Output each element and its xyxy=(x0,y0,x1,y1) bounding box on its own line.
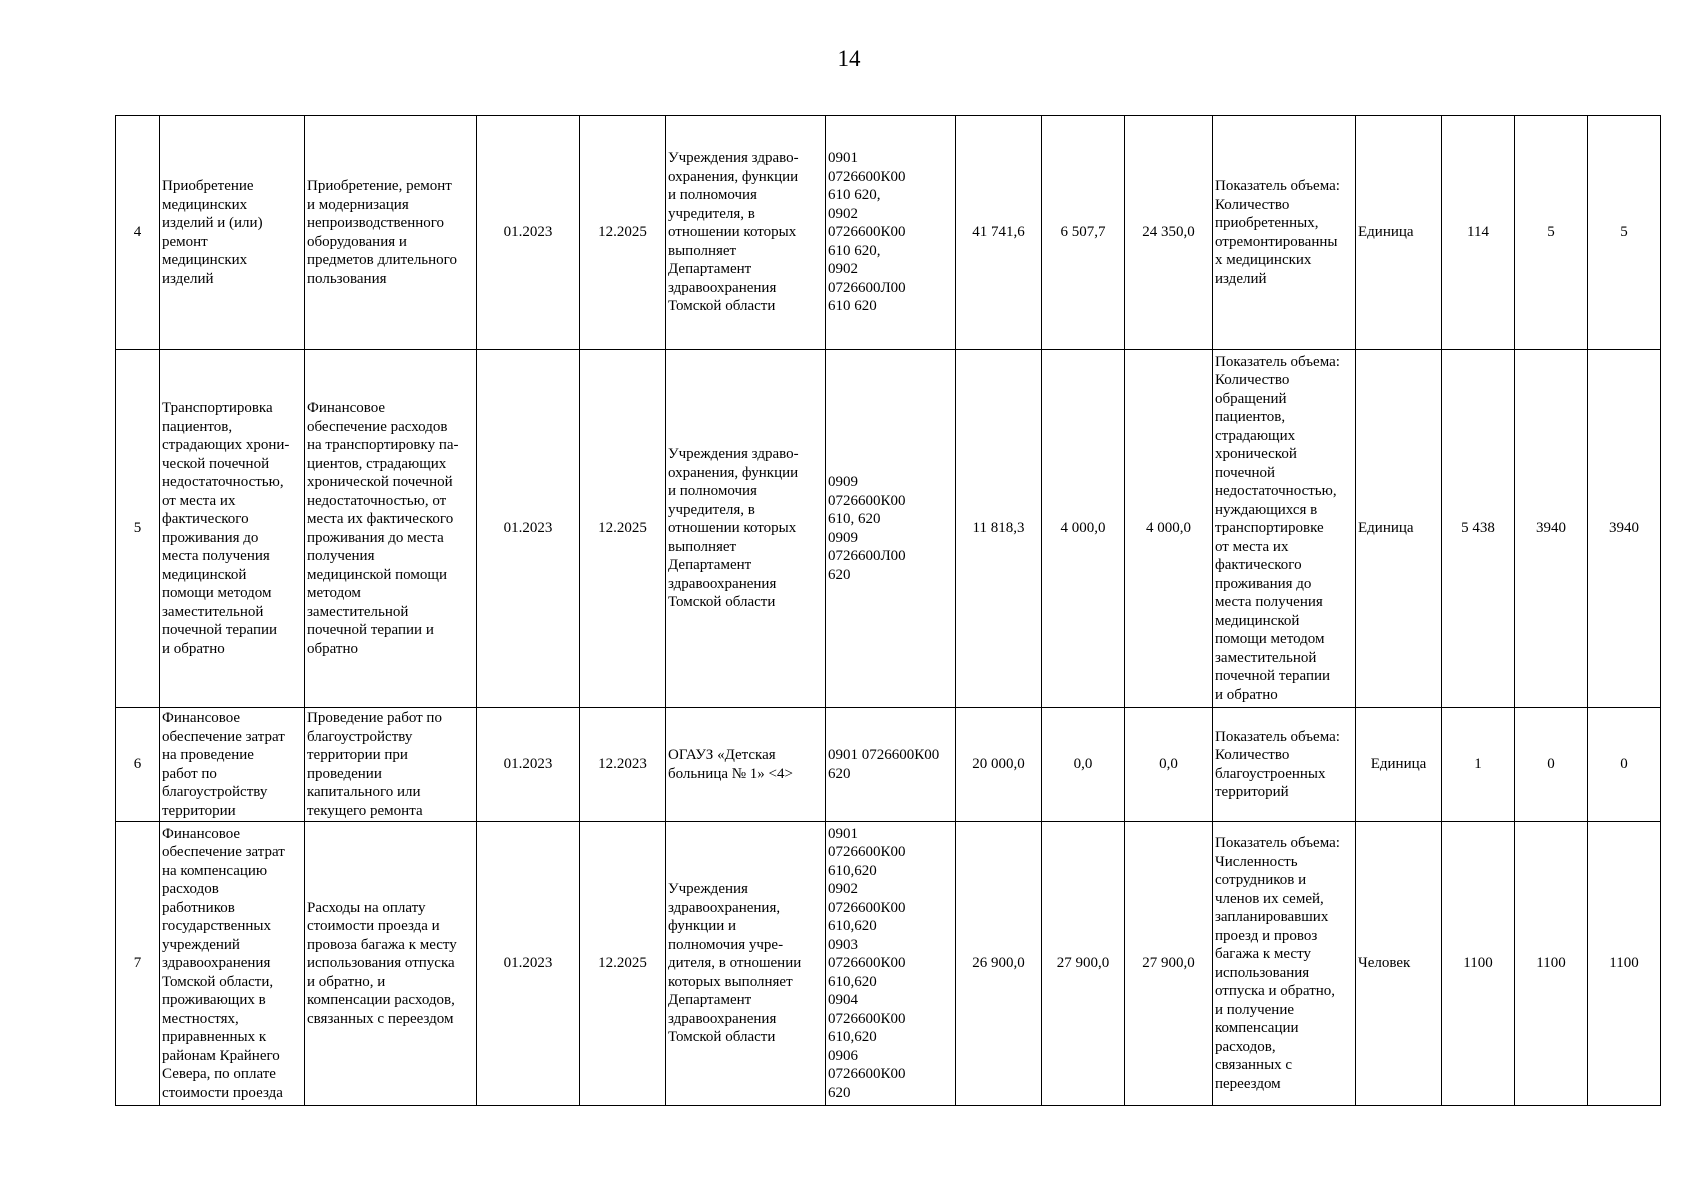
event-name: Финансовое обеспечение затрат на компенсацию расходов работников государственных учреждений здравоохранения Томской области, проживающих в местностях, приравненных к районам Крайнего Севера, по оплате стоимости проезда xyxy=(160,822,305,1106)
end-date: 12.2025 xyxy=(580,350,666,708)
unit: Единица xyxy=(1356,116,1442,350)
event-description: Приобретение, ремонт и модернизация непроизводственного оборудования и предметов длительного пользования xyxy=(305,116,477,350)
event-name: Финансовое обеспечение затрат на проведение работ по благоустройству территории xyxy=(160,708,305,822)
unit: Единица xyxy=(1356,708,1442,822)
amount-year-3: 0,0 xyxy=(1125,708,1213,822)
unit: Единица xyxy=(1356,350,1442,708)
event-description: Финансовое обеспечение расходов на транспортировку па- циентов, страдающих хронической почечной недостаточностью, от места их фактического проживания до места получения медицинской помощи методом заместительной почечной терапии и обратно xyxy=(305,350,477,708)
start-date: 01.2023 xyxy=(477,822,580,1106)
amount-year-1: 20 000,0 xyxy=(956,708,1042,822)
amount-year-1: 11 818,3 xyxy=(956,350,1042,708)
row-number: 4 xyxy=(116,116,160,350)
indicator: Показатель объема: Количество благоустроенных территорий xyxy=(1213,708,1356,822)
unit: Человек xyxy=(1356,822,1442,1106)
indicator: Показатель объема: Количество приобретенных, отремонтированны х медицинских изделий xyxy=(1213,116,1356,350)
value-year-1: 1 xyxy=(1442,708,1515,822)
indicator: Показатель объема: Количество обращений пациентов, страдающих хронической почечной недостаточностью, нуждающихся в транспортировке от места их фактического проживания до места получения медицинской помощи методом заместительной почечной терапии и обратно xyxy=(1213,350,1356,708)
table-row xyxy=(116,822,1661,1106)
budget-codes: 0901 0726600К00 610,620 0902 0726600К00 610,620 0903 0726600К00 610,620 0904 0726600К00 610,620 0906 0726600К00 620 xyxy=(826,822,956,1106)
page-number: 14 xyxy=(837,46,861,71)
end-date: 12.2025 xyxy=(580,116,666,350)
start-date: 01.2023 xyxy=(477,116,580,350)
indicator: Показатель объема: Численность сотрудников и членов их семей, запланировавших проезд и провоз багажа к месту использования отпуска и обратно, и получение компенсации расходов, связанных с переездом xyxy=(1213,822,1356,1106)
start-date: 01.2023 xyxy=(477,708,580,822)
amount-year-2: 6 507,7 xyxy=(1042,116,1125,350)
executor: Учреждения здраво- охранения, функции и полномочия учредителя, в отношении которых выполняет Департамент здравоохранения Томской области xyxy=(666,350,826,708)
amount-year-1: 26 900,0 xyxy=(956,822,1042,1106)
value-year-2: 5 xyxy=(1515,116,1588,350)
executor: Учреждения здраво- охранения, функции и полномочия учредителя, в отношении которых выполняет Департамент здравоохранения Томской области xyxy=(666,116,826,350)
budget-codes: 0901 0726600К00 610 620, 0902 0726600К00 610 620, 0902 0726600Л00 610 620 xyxy=(826,116,956,350)
value-year-2: 0 xyxy=(1515,708,1588,822)
row-number: 7 xyxy=(116,822,160,1106)
start-date: 01.2023 xyxy=(477,350,580,708)
table-row xyxy=(116,708,1661,822)
table-row xyxy=(116,116,1661,350)
value-year-2: 1100 xyxy=(1515,822,1588,1106)
value-year-1: 5 438 xyxy=(1442,350,1515,708)
value-year-3: 1100 xyxy=(1588,822,1661,1106)
event-description: Проведение работ по благоустройству территории при проведении капитального или текущего ремонта xyxy=(305,708,477,822)
amount-year-3: 24 350,0 xyxy=(1125,116,1213,350)
row-number: 5 xyxy=(116,350,160,708)
amount-year-1: 41 741,6 xyxy=(956,116,1042,350)
value-year-3: 3940 xyxy=(1588,350,1661,708)
budget-codes: 0901 0726600К00 620 xyxy=(826,708,956,822)
amount-year-3: 27 900,0 xyxy=(1125,822,1213,1106)
measures-table xyxy=(115,115,1661,1106)
end-date: 12.2025 xyxy=(580,822,666,1106)
executor: ОГАУЗ «Детская больница № 1» <4> xyxy=(666,708,826,822)
end-date: 12.2023 xyxy=(580,708,666,822)
amount-year-3: 4 000,0 xyxy=(1125,350,1213,708)
value-year-2: 3940 xyxy=(1515,350,1588,708)
event-name: Транспортировка пациентов, страдающих хрони- ческой почечной недостаточностью, от места их фактического проживания до места получения медицинской помощи методом заместительной почечной терапии и обратно xyxy=(160,350,305,708)
table-row xyxy=(116,350,1661,708)
row-number: 6 xyxy=(116,708,160,822)
amount-year-2: 27 900,0 xyxy=(1042,822,1125,1106)
budget-codes: 0909 0726600К00 610, 620 0909 0726600Л00 620 xyxy=(826,350,956,708)
value-year-1: 1100 xyxy=(1442,822,1515,1106)
value-year-3: 5 xyxy=(1588,116,1661,350)
executor: Учреждения здравоохранения, функции и полномочия учре- дителя, в отношении которых выполняет Департамент здравоохранения Томской области xyxy=(666,822,826,1106)
value-year-1: 114 xyxy=(1442,116,1515,350)
value-year-3: 0 xyxy=(1588,708,1661,822)
amount-year-2: 4 000,0 xyxy=(1042,350,1125,708)
event-name: Приобретение медицинских изделий и (или) ремонт медицинских изделий xyxy=(160,116,305,350)
event-description: Расходы на оплату стоимости проезда и провоза багажа к месту использования отпуска и обратно, и компенсации расходов, связанных с переездом xyxy=(305,822,477,1106)
amount-year-2: 0,0 xyxy=(1042,708,1125,822)
